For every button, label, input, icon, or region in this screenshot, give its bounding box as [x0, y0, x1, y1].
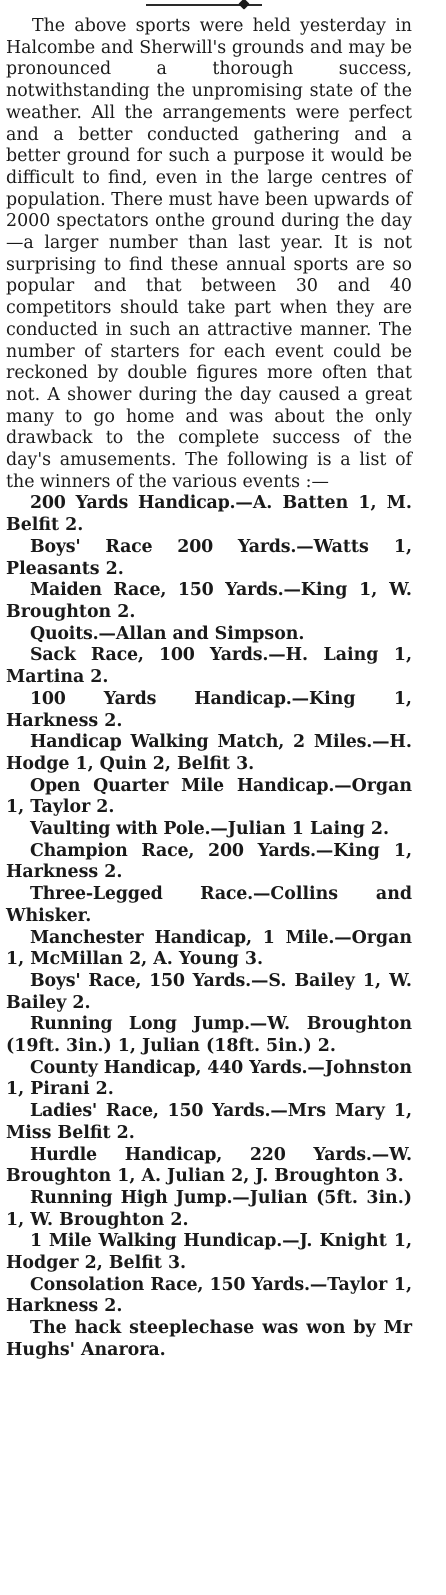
- event-name: Ladies' Race, 150 Yards.: [30, 1101, 271, 1122]
- event-winners: King 1, Harkness 2.: [6, 840, 412, 883]
- result-item: [6, 1188, 412, 1231]
- event-name: Champion Race, 200 Yards.: [30, 840, 316, 861]
- event-name: Three-Legged Race.: [30, 884, 253, 905]
- event-name: Boys' Race 200 Yards.: [30, 536, 297, 557]
- result-separator: —: [291, 688, 310, 709]
- result-item: [6, 645, 412, 688]
- result-separator: —: [334, 775, 352, 796]
- result-separator: —: [232, 1187, 250, 1208]
- event-winners: W. Broughton 1, A. Julian 2, J. Broughton 3.: [6, 1144, 412, 1187]
- result-item: [6, 580, 412, 623]
- result-item: [6, 776, 412, 819]
- result-separator: —: [250, 970, 269, 991]
- event-name: Manchester Handicap, 1 Mile.: [30, 927, 335, 948]
- result-item: [6, 884, 412, 927]
- result-item: [6, 819, 412, 841]
- result-separator: —: [235, 493, 253, 514]
- event-name: Maiden Race, 150 Yards.: [30, 580, 284, 601]
- event-name: Vaulting with Pole.: [30, 819, 211, 840]
- event-winners: A. Batten 1, M. Belfit 2.: [6, 493, 412, 536]
- event-name: Quoits.: [30, 623, 99, 644]
- event-winners: Organ 1, McMillan 2, A. Young 3.: [6, 927, 412, 970]
- intro-paragraph: The above sports were held yesterday in Halcombe and Sherwill's grounds and may be pronounced a thorough success, notwithstanding the unpromising state of the weather. All the arrangements were perfect and a better conducted gathering and a better ground for such a purpose it would be difficult to find, even in the large centres of population. There must have been upwards of 2000 spectators onthe ground during the day—a larger number than last year. It is not surprising to find these annual sports are so popular and that between 30 and 40 competitors should take part when they are conducted in such an attractive manner. The number of starters for each event could be reckoned by double figures more often that not. A shower during the day caused a great many to go home and was about the only drawback to the complete success of the day's amusements. The following is a list of the winners of the various events :—: [6, 16, 412, 492]
- section-divider: [6, 0, 412, 12]
- result-item: [6, 928, 412, 971]
- event-winners: Mrs Mary 1, Miss Belfit 2.: [6, 1101, 412, 1143]
- result-separator: —: [210, 819, 228, 840]
- event-winners: Allan and Simpson.: [115, 623, 305, 644]
- results-list: [6, 493, 412, 1318]
- event-winners: King 1, W. Broughton 2.: [6, 580, 412, 622]
- result-separator: —: [372, 732, 390, 753]
- result-item: [6, 971, 412, 1014]
- event-name: Consolation Race, 150 Yards.: [30, 1274, 310, 1295]
- result-item: [6, 537, 412, 580]
- result-separator: —: [334, 927, 352, 948]
- event-winners: Collins and Whisker.: [6, 884, 412, 926]
- result-separator: —: [249, 1014, 268, 1035]
- event-winners: H. Laing 1, Martina 2.: [6, 645, 413, 688]
- event-name: 200 Yards Handicap.: [30, 493, 236, 514]
- event-winners: Organ 1, Taylor 2.: [6, 775, 412, 818]
- result-item: [6, 841, 412, 884]
- event-name: Running Long Jump.: [30, 1014, 250, 1035]
- result-separator: —: [307, 1057, 325, 1078]
- event-winners: Taylor 1, Harkness 2.: [6, 1274, 412, 1317]
- event-name: Handicap Walking Match, 2 Miles.: [30, 732, 373, 753]
- event-name: County Handicap, 440 Yards.: [30, 1057, 308, 1078]
- event-name: 1 Mile Walking Hundicap.: [30, 1231, 283, 1252]
- result-separator: —: [282, 1231, 300, 1252]
- event-winners: S. Bailey 1, W. Bailey 2.: [6, 970, 412, 1013]
- result-item: [6, 624, 412, 646]
- result-separator: —: [268, 645, 286, 666]
- event-winners: J. Knight 1, Hodger 2, Belfit 3.: [6, 1231, 413, 1274]
- divider-ornament-icon: [238, 0, 249, 10]
- result-item: [6, 732, 412, 775]
- result-item: [6, 1145, 412, 1188]
- event-winners: Watts 1, Pleasants 2.: [6, 536, 412, 579]
- event-name: Hurdle Handicap, 220 Yards.: [30, 1144, 372, 1165]
- result-item: [6, 1058, 412, 1101]
- result-item: [6, 1231, 412, 1274]
- event-winners: Julian (5ft. 3in.) 1, W. Broughton 2.: [6, 1187, 412, 1230]
- result-item: [6, 689, 412, 732]
- result-separator: —: [253, 884, 271, 905]
- event-winners: Johnston 1, Pirani 2.: [6, 1057, 412, 1100]
- result-separator: —: [283, 580, 301, 601]
- result-item: [6, 493, 412, 536]
- event-name: Boys' Race, 150 Yards.: [30, 970, 251, 991]
- result-separator: —: [309, 1274, 328, 1295]
- result-item: [6, 1014, 412, 1057]
- result-separator: —: [98, 623, 116, 644]
- result-separator: —: [296, 536, 314, 557]
- event-name: Running High Jump.: [30, 1187, 233, 1208]
- result-item: [6, 1101, 412, 1144]
- event-winners: Julian 1 Laing 2.: [227, 819, 390, 840]
- event-name: 100 Yards Handicap.: [30, 688, 292, 709]
- result-item: [6, 1275, 412, 1318]
- result-separator: —: [270, 1101, 288, 1122]
- newspaper-column: [6, 0, 412, 1362]
- event-winners: W. Broughton (19ft. 3in.) 1, Julian (18ft. 5in.) 2.: [6, 1014, 412, 1057]
- closing-paragraph: The hack steeplechase was won by Mr Hughs' Anarora.: [6, 1318, 412, 1360]
- event-winners: King 1, Harkness 2.: [6, 688, 412, 731]
- event-name: Sack Race, 100 Yards.: [30, 645, 269, 666]
- event-name: Open Quarter Mile Handicap.: [30, 775, 335, 796]
- event-winners: H. Hodge 1, Quin 2, Belfit 3.: [6, 732, 412, 774]
- result-separator: —: [315, 840, 334, 861]
- result-separator: —: [371, 1144, 390, 1165]
